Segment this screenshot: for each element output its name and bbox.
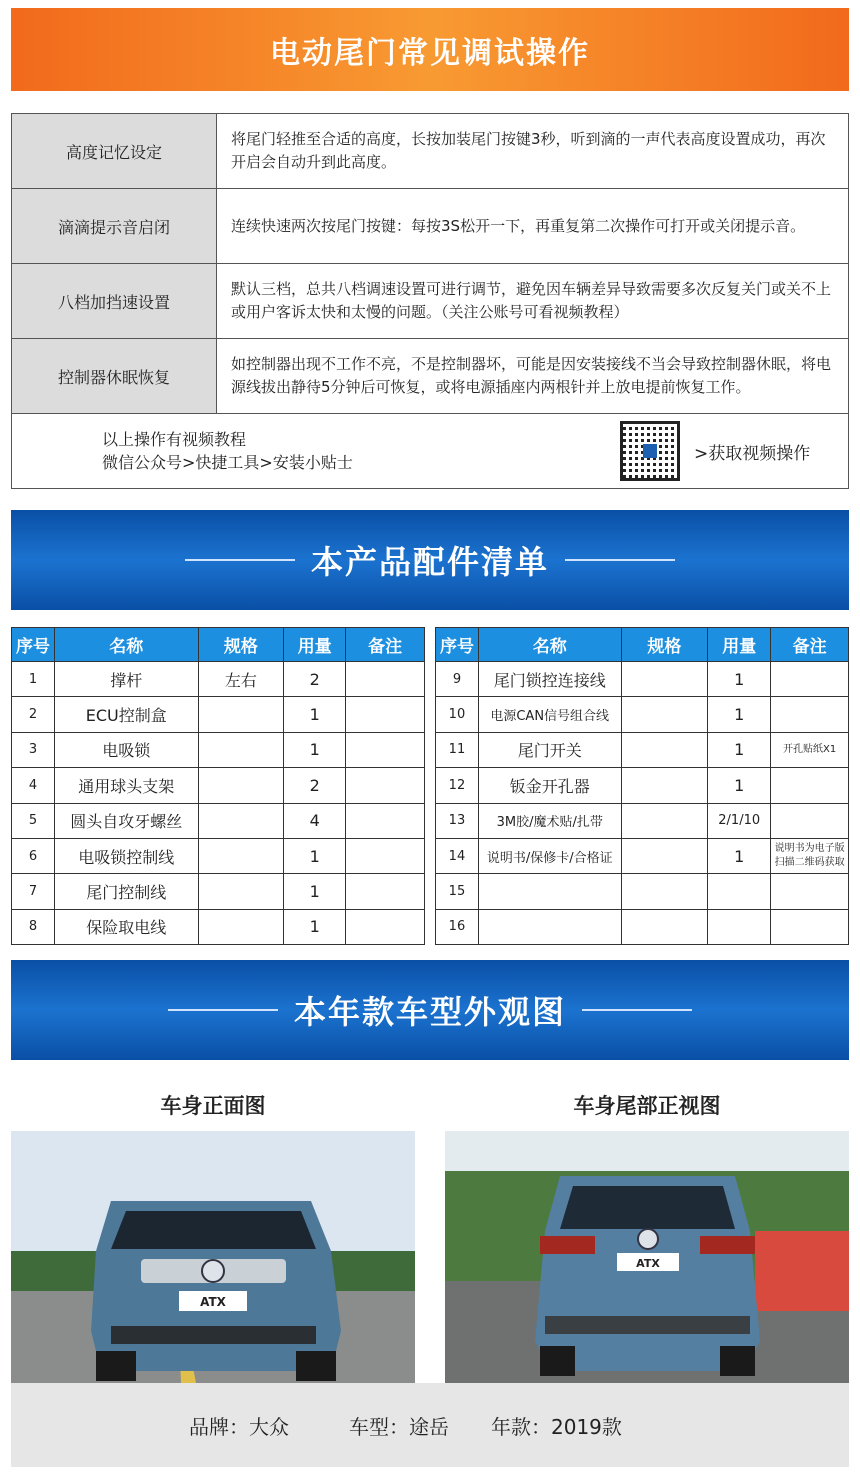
divider (185, 559, 295, 561)
cell-qty: 1 (708, 732, 771, 767)
cell-qty: 1 (708, 697, 771, 732)
cell-qty: 1 (708, 768, 771, 803)
table-row (436, 909, 849, 944)
divider (582, 1009, 692, 1011)
cell-note (771, 662, 849, 697)
cell-spec (621, 909, 708, 944)
cell-note (346, 838, 425, 873)
cell-note (346, 732, 425, 767)
brand-value: 大众 (249, 1414, 289, 1439)
cell-spec (198, 768, 284, 803)
cell-qty: 4 (284, 803, 346, 838)
cell-name: 电吸锁 (54, 732, 198, 767)
parts-table-left (11, 627, 425, 945)
cell-name: 电吸锁控制线 (54, 838, 198, 873)
cell-no: 13 (436, 803, 479, 838)
cell-no: 8 (12, 909, 55, 944)
year-value: 2019款 (551, 1414, 622, 1439)
operation-desc: 连续快速两次按尾门按键：每按3S松开一下，再重复第二次操作可打开或关闭提示音。 (231, 216, 806, 235)
cell-note (346, 909, 425, 944)
cell-qty: 2/1/10 (708, 803, 771, 838)
table-row (12, 732, 425, 767)
cell-qty: 1 (708, 838, 771, 873)
column-header: 用量 (284, 628, 346, 662)
cell-no: 12 (436, 768, 479, 803)
page-title: 电动尾门常见调试操作 (270, 35, 590, 71)
cell-note (346, 803, 425, 838)
cell-name: 通用球头支架 (54, 768, 198, 803)
cell-qty (708, 874, 771, 909)
cell-name: 尾门控制线 (54, 874, 198, 909)
cell-qty: 1 (284, 838, 346, 873)
rear-photo (445, 1131, 849, 1383)
operation-name: 八档加挡速设置 (12, 264, 217, 338)
table-row (12, 909, 425, 944)
column-header: 名称 (478, 628, 621, 662)
cell-no: 9 (436, 662, 479, 697)
tutorial-line2: 微信公众号>快捷工具>安装小贴士 (102, 453, 353, 472)
parts-banner (11, 510, 849, 610)
cell-name: 3M胶/魔术贴/扎带 (478, 803, 621, 838)
table-header-row (12, 628, 425, 662)
appearance-title: 本年款车型外观图 (293, 993, 566, 1031)
cell-name: ECU控制盒 (54, 697, 198, 732)
parts-table-right (435, 627, 849, 945)
cell-note (771, 874, 849, 909)
table-row (12, 697, 425, 732)
cell-spec: 左右 (198, 662, 284, 697)
table-header-row (436, 628, 849, 662)
badge-text: ATX (200, 1295, 226, 1309)
cell-spec (621, 838, 708, 873)
qr-label: >获取视频操作 (694, 443, 811, 464)
cell-spec (621, 768, 708, 803)
cell-spec (198, 838, 284, 873)
cell-no: 3 (12, 732, 55, 767)
cell-spec (621, 732, 708, 767)
brand-label: 品牌： (189, 1414, 249, 1439)
cell-note (346, 874, 425, 909)
operation-name: 控制器休眠恢复 (12, 339, 217, 413)
table-row (436, 768, 849, 803)
year-label: 年款： (491, 1414, 551, 1439)
cell-note (771, 768, 849, 803)
cell-qty: 2 (284, 662, 346, 697)
cell-spec (198, 803, 284, 838)
cell-note (771, 909, 849, 944)
cell-name: 撑杆 (54, 662, 198, 697)
cell-name: 尾门开关 (478, 732, 621, 767)
cell-note (771, 697, 849, 732)
cell-spec (621, 874, 708, 909)
cell-no: 6 (12, 838, 55, 873)
table-row (12, 838, 425, 873)
operations-table (11, 113, 849, 489)
cell-qty: 2 (284, 768, 346, 803)
divider (565, 559, 675, 561)
operation-desc: 如控制器出现不工作不亮，不是控制器坏，可能是因安装接线不当会导致控制器休眠，将电源线拔出静待5分钟后可恢复，或将电源插座内两根针并上放电提前恢复工作。 (231, 355, 832, 396)
title-banner (11, 8, 849, 91)
cell-qty: 1 (284, 909, 346, 944)
cell-spec (621, 697, 708, 732)
model-label: 车型： (349, 1414, 409, 1439)
cell-no: 1 (12, 662, 55, 697)
cell-note (346, 697, 425, 732)
column-header: 规格 (198, 628, 284, 662)
cell-name: 说明书/保修卡/合格证 (478, 838, 621, 873)
table-row (436, 803, 849, 838)
operation-name: 高度记忆设定 (12, 114, 217, 188)
operation-row (12, 339, 848, 414)
cell-note (771, 803, 849, 838)
front-photo (11, 1131, 415, 1383)
operation-row (12, 189, 848, 264)
cell-no: 15 (436, 874, 479, 909)
cell-no: 10 (436, 697, 479, 732)
cell-note: 开孔贴纸X1 (771, 732, 849, 767)
table-row (436, 732, 849, 767)
cell-spec (198, 697, 284, 732)
cell-qty: 1 (708, 662, 771, 697)
divider (168, 1009, 278, 1011)
cell-name: 尾门锁控连接线 (478, 662, 621, 697)
cell-note (346, 768, 425, 803)
column-header: 序号 (436, 628, 479, 662)
column-header: 名称 (54, 628, 198, 662)
table-row (436, 662, 849, 697)
table-row (436, 874, 849, 909)
cell-no: 4 (12, 768, 55, 803)
cell-no: 2 (12, 697, 55, 732)
cell-no: 14 (436, 838, 479, 873)
cell-spec (621, 803, 708, 838)
tutorial-row (12, 414, 848, 488)
column-header: 用量 (708, 628, 771, 662)
cell-name: 电源CAN信号组合线 (478, 697, 621, 732)
cell-no: 7 (12, 874, 55, 909)
cell-spec (198, 732, 284, 767)
table-row (12, 803, 425, 838)
cell-spec (621, 662, 708, 697)
front-caption: 车身正面图 (160, 1094, 266, 1118)
cell-no: 5 (12, 803, 55, 838)
tutorial-text (102, 428, 602, 474)
operation-row (12, 114, 848, 189)
qr-code-icon[interactable] (620, 421, 680, 481)
cell-qty: 1 (284, 732, 346, 767)
table-row (436, 697, 849, 732)
operation-desc: 将尾门轻推至合适的高度，长按加装尾门按键3秒，听到滴的一声代表高度设置成功，再次开启会自动升到此高度。 (231, 130, 826, 171)
table-row (12, 874, 425, 909)
column-header: 备注 (346, 628, 425, 662)
cell-qty: 1 (284, 697, 346, 732)
cell-name: 圆头自攻牙螺丝 (54, 803, 198, 838)
column-header: 序号 (12, 628, 55, 662)
rear-caption: 车身尾部正视图 (573, 1094, 721, 1118)
operation-row (12, 264, 848, 339)
model-value: 途岳 (409, 1414, 449, 1439)
cell-name: 保险取电线 (54, 909, 198, 944)
table-row (436, 838, 849, 873)
cell-name: 钣金开孔器 (478, 768, 621, 803)
table-row (12, 768, 425, 803)
table-row (12, 662, 425, 697)
cell-qty (708, 909, 771, 944)
badge-text: ATX (636, 1257, 660, 1270)
cell-name (478, 909, 621, 944)
tutorial-line1: 以上操作有视频教程 (102, 430, 247, 449)
column-header: 备注 (771, 628, 849, 662)
column-header: 规格 (621, 628, 708, 662)
cell-note (346, 662, 425, 697)
appearance-banner (11, 960, 849, 1060)
cell-note: 说明书为电子版扫描二维码获取 (771, 838, 849, 873)
parts-title: 本产品配件清单 (310, 543, 549, 581)
vehicle-info-bar (11, 1383, 849, 1467)
cell-spec (198, 909, 284, 944)
operation-name: 滴滴提示音启闭 (12, 189, 217, 263)
operation-desc: 默认三档，总共八档调速设置可进行调节，避免因车辆差异导致需要多次反复关门或关不上或用户客诉太快和太慢的问题。（关注公账号可看视频教程） (231, 280, 832, 321)
cell-spec (198, 874, 284, 909)
cell-no: 16 (436, 909, 479, 944)
cell-name (478, 874, 621, 909)
cell-qty: 1 (284, 874, 346, 909)
cell-no: 11 (436, 732, 479, 767)
